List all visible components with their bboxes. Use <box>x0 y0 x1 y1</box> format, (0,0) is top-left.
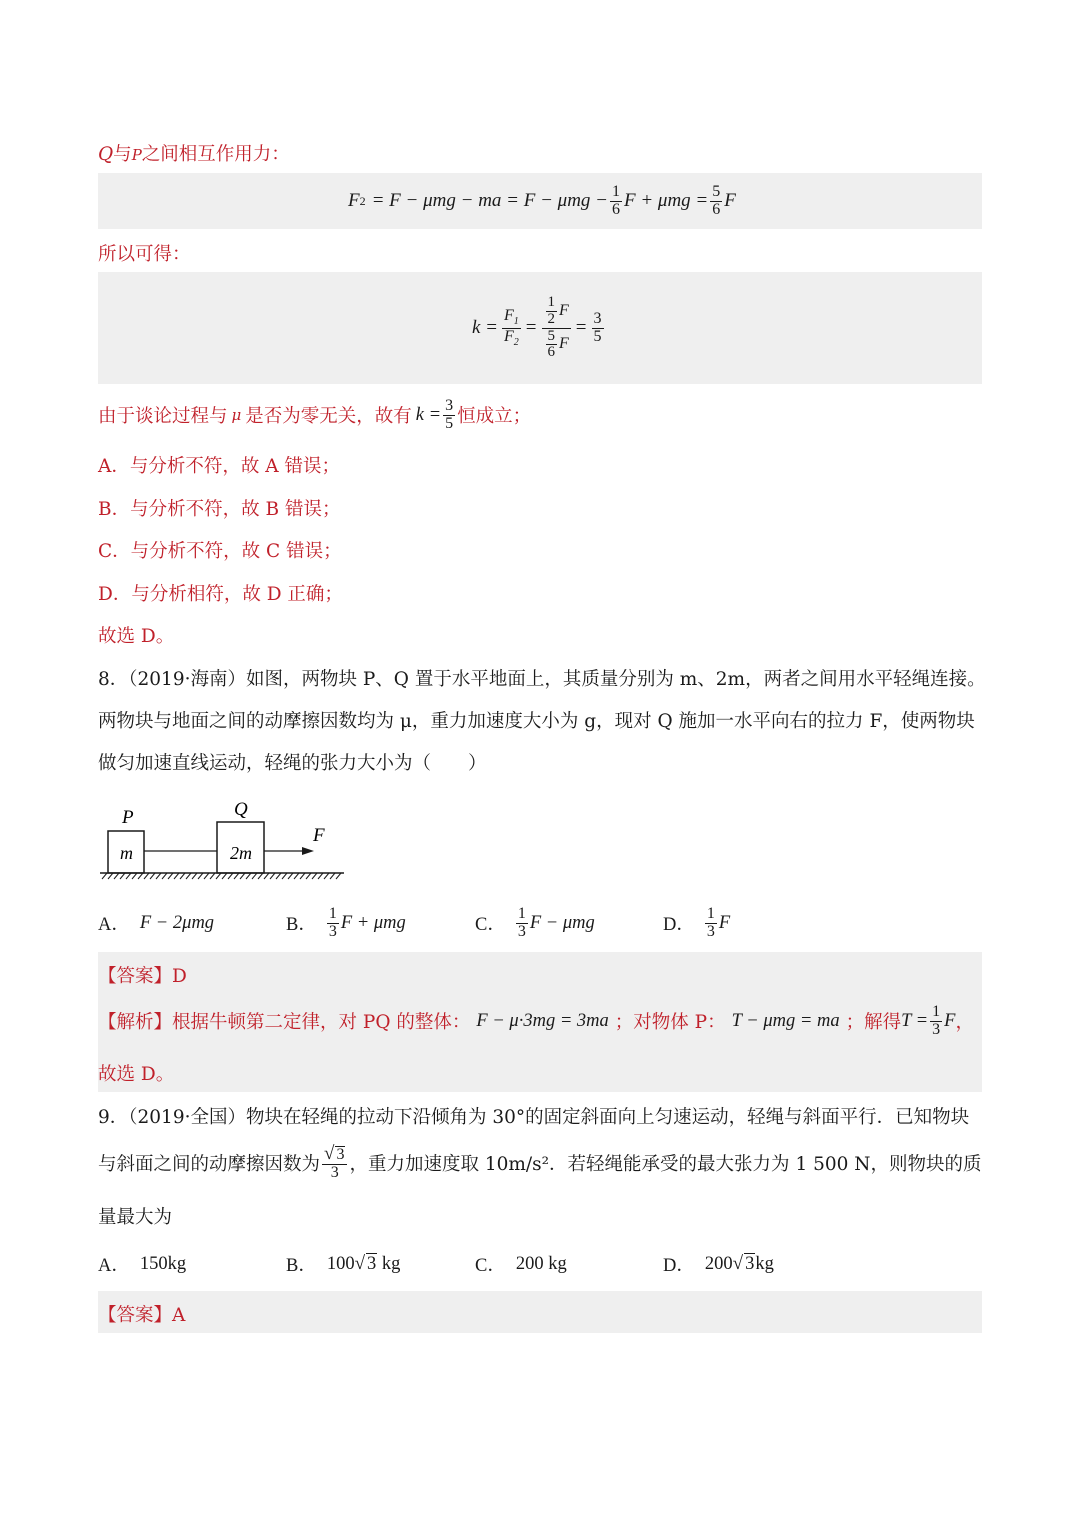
sqrt-icon: √ <box>354 1253 366 1274</box>
eq2-f1-over-f2 <box>502 308 521 348</box>
q8-solution-mid2: ；解得 <box>845 1012 902 1033</box>
sqrt-icon: √ <box>324 1143 335 1165</box>
sqrt-icon: √ <box>732 1253 744 1274</box>
eq1-frac-b-num: 5 <box>712 182 721 200</box>
conclusion-frac <box>443 398 455 433</box>
q8-line-2: 两物块与地面之间的动摩擦因数均为 μ，重力加速度大小为 g，现对 Q 施加一水平向右的拉力 F，使两物块 <box>98 711 975 732</box>
q-symbol: Q <box>98 144 114 165</box>
eq2-res-num: 3 <box>593 309 602 327</box>
eq1-frac-b-den: 6 <box>712 200 721 218</box>
q8-option-a[interactable] <box>98 900 214 946</box>
ground-hatching <box>102 873 341 879</box>
eq2-result-frac <box>592 311 604 346</box>
analysis-option-d: D．与分析相符，故 D 正确； <box>98 584 343 605</box>
q9-option-d-label: D． <box>663 1256 695 1276</box>
q9-answer-box <box>98 1291 982 1333</box>
q8-option-d[interactable] <box>663 900 730 946</box>
q9-option-c[interactable] <box>475 1250 567 1278</box>
p-symbol: P <box>131 146 142 164</box>
conclusion-before: 由于谈论过程与 <box>98 406 228 427</box>
eq2-top-f: F <box>559 301 569 319</box>
q9-line-2 <box>98 1140 981 1186</box>
analysis-option-a: A．与分析不符，故 A 错误； <box>98 456 340 477</box>
q9-option-a-text: 150kg <box>139 1253 187 1274</box>
q9-option-d-pre: 200 <box>704 1253 733 1274</box>
q8-option-d-text: F <box>718 912 731 933</box>
eq1-lhs: F <box>348 190 360 211</box>
equation-f2 <box>348 178 736 224</box>
eq2-f1-sub: 1 <box>513 316 519 327</box>
so-we-get: 所以可得： <box>98 244 191 265</box>
q8-solution-den: 3 <box>932 1020 941 1038</box>
figure-label-m: m <box>120 843 133 863</box>
q8-option-a-label: A． <box>98 915 130 935</box>
q8-option-c-den: 3 <box>517 922 526 940</box>
eq2-inner-bot-num: 5 <box>547 327 556 344</box>
conclusion-middle: 是否为零无关，故有 <box>245 406 412 427</box>
q8-solution <box>98 998 974 1044</box>
q8-option-c-num: 1 <box>517 904 526 922</box>
yu-text: 与 <box>113 144 132 165</box>
q9-option-c-label: C． <box>475 1256 506 1276</box>
q8-solution-t: T = <box>901 1010 929 1031</box>
q8-option-d-label: D． <box>663 915 695 935</box>
eq1-lhs-sub: 2 <box>359 193 366 208</box>
q8-solution-mid: ；对物体 P： <box>614 1012 726 1033</box>
eq1-frac-a <box>610 184 622 219</box>
q8-option-c-text: F − μmg <box>529 912 595 933</box>
eq2-inner-bot-den: 6 <box>547 344 556 361</box>
q8-option-b-den: 3 <box>328 922 337 940</box>
eq2-compound-frac <box>542 295 571 361</box>
figure-label-p: P <box>122 807 134 828</box>
q8-option-b-label: B． <box>286 915 317 935</box>
q8-option-b-num: 1 <box>328 904 337 922</box>
conclusion-k: k = <box>415 404 442 425</box>
figure-label-q: Q <box>234 799 248 820</box>
eq2-res-den: 5 <box>593 327 602 345</box>
q9-mu-frac <box>322 1144 347 1182</box>
eq1-frac-a-num: 1 <box>612 182 620 200</box>
q8-solution-eq-b: T − μmg = ma <box>731 1010 840 1031</box>
q9-line-3: 量最大为 <box>98 1207 173 1228</box>
q8-solution-f: F <box>944 1010 956 1031</box>
q8-option-b-text: F + μmg <box>340 912 406 933</box>
eq2-f2: F <box>504 327 514 345</box>
q8-solution-end: ， <box>955 1012 974 1033</box>
q9-option-d-rad: 3 <box>745 1254 755 1274</box>
q8-answer: 【答案】D <box>98 966 187 987</box>
eq2-k: k = <box>472 317 499 338</box>
force-heading <box>98 140 290 166</box>
eq2-f2-sub: 2 <box>513 336 519 348</box>
eq2-inner-top-num: 1 <box>547 294 556 310</box>
eq2-bottom-f: F <box>559 335 569 353</box>
q9-option-b-label: B． <box>286 1256 317 1276</box>
equation-k <box>472 280 606 376</box>
q8-option-d-den: 3 <box>706 922 715 940</box>
conclusion-mu: μ <box>231 406 242 424</box>
choose-d-2: 故选 D。 <box>98 1064 175 1085</box>
conclusion-line <box>98 392 531 438</box>
q9-option-b-rad: 3 <box>367 1254 377 1274</box>
q9-mu-num: 3 <box>336 1146 345 1164</box>
figure-label-2m: 2m <box>230 843 252 863</box>
eq2-equals-1: = <box>525 317 537 338</box>
q8-line-1: 8．（2019·海南）如图，两物块 P、Q 置于水平地面上，其质量分别为 m、2m，两者之间用水平轻绳连接。 <box>98 669 986 690</box>
q9-option-b-unit: kg <box>377 1253 401 1274</box>
q9-option-a[interactable] <box>98 1250 186 1278</box>
eq1-frac-b <box>710 184 722 219</box>
q8-option-a-text: F − 2μmg <box>139 912 215 933</box>
eq1-frac-a-den: 6 <box>612 200 620 218</box>
q9-option-b-pre: 100 <box>326 1253 355 1274</box>
q8-figure <box>98 795 348 883</box>
choose-d-1: 故选 D。 <box>98 626 175 647</box>
q8-solution-eq-a: F − μ·3mg = 3ma <box>476 1010 609 1031</box>
figure-label-f: F <box>313 825 325 846</box>
q8-option-c-label: C． <box>475 915 506 935</box>
conclusion-after: 恒成立； <box>457 406 532 427</box>
conclusion-num: 3 <box>445 396 454 414</box>
force-heading-rest: 之间相互作用力： <box>141 144 290 165</box>
q9-option-d[interactable] <box>663 1250 774 1278</box>
force-arrow-head <box>302 847 314 855</box>
q9-line-2-before: 与斜面之间的动摩擦因数为 <box>98 1154 321 1175</box>
eq1-part3: F <box>724 190 736 211</box>
q9-option-d-unit: kg <box>755 1253 774 1274</box>
analysis-option-c: C．与分析不符，故 C 错误； <box>98 541 342 562</box>
analysis-option-b: B．与分析不符，故 B 错误； <box>98 499 341 520</box>
q9-option-a-label: A． <box>98 1256 130 1276</box>
eq2-equals-2: = <box>575 317 587 338</box>
q8-solution-before: 【解析】根据牛顿第二定律，对 PQ 的整体： <box>98 1012 471 1033</box>
q8-option-c[interactable] <box>475 900 595 946</box>
eq2-inner-top-den: 2 <box>547 310 556 327</box>
q9-line-1: 9．（2019·全国）物块在轻绳的拉动下沿倾角为 30°的固定斜面向上匀速运动，轻绳与斜面平行．已知物块 <box>98 1107 970 1128</box>
eq2-f1: F <box>504 307 514 324</box>
q9-answer: 【答案】A <box>98 1305 186 1326</box>
q8-option-d-num: 1 <box>706 904 715 922</box>
eq1-part1: = F − μmg − ma = F − μmg − <box>371 190 608 211</box>
q8-option-b[interactable] <box>286 900 406 946</box>
q9-line-2-after: ，重力加速度取 10m/s²．若轻绳能承受的最大张力为 1 500 N，则物块的质 <box>349 1154 982 1175</box>
q9-option-b[interactable] <box>286 1250 400 1278</box>
q9-option-c-text: 200 kg <box>515 1253 567 1274</box>
q8-solution-num: 1 <box>932 1002 941 1020</box>
eq1-part2: F + μmg = <box>624 190 709 211</box>
conclusion-den: 5 <box>445 414 454 432</box>
q9-mu-den: 3 <box>330 1164 339 1182</box>
q8-line-3: 做匀加速直线运动，轻绳的张力大小为（ ） <box>98 753 487 774</box>
